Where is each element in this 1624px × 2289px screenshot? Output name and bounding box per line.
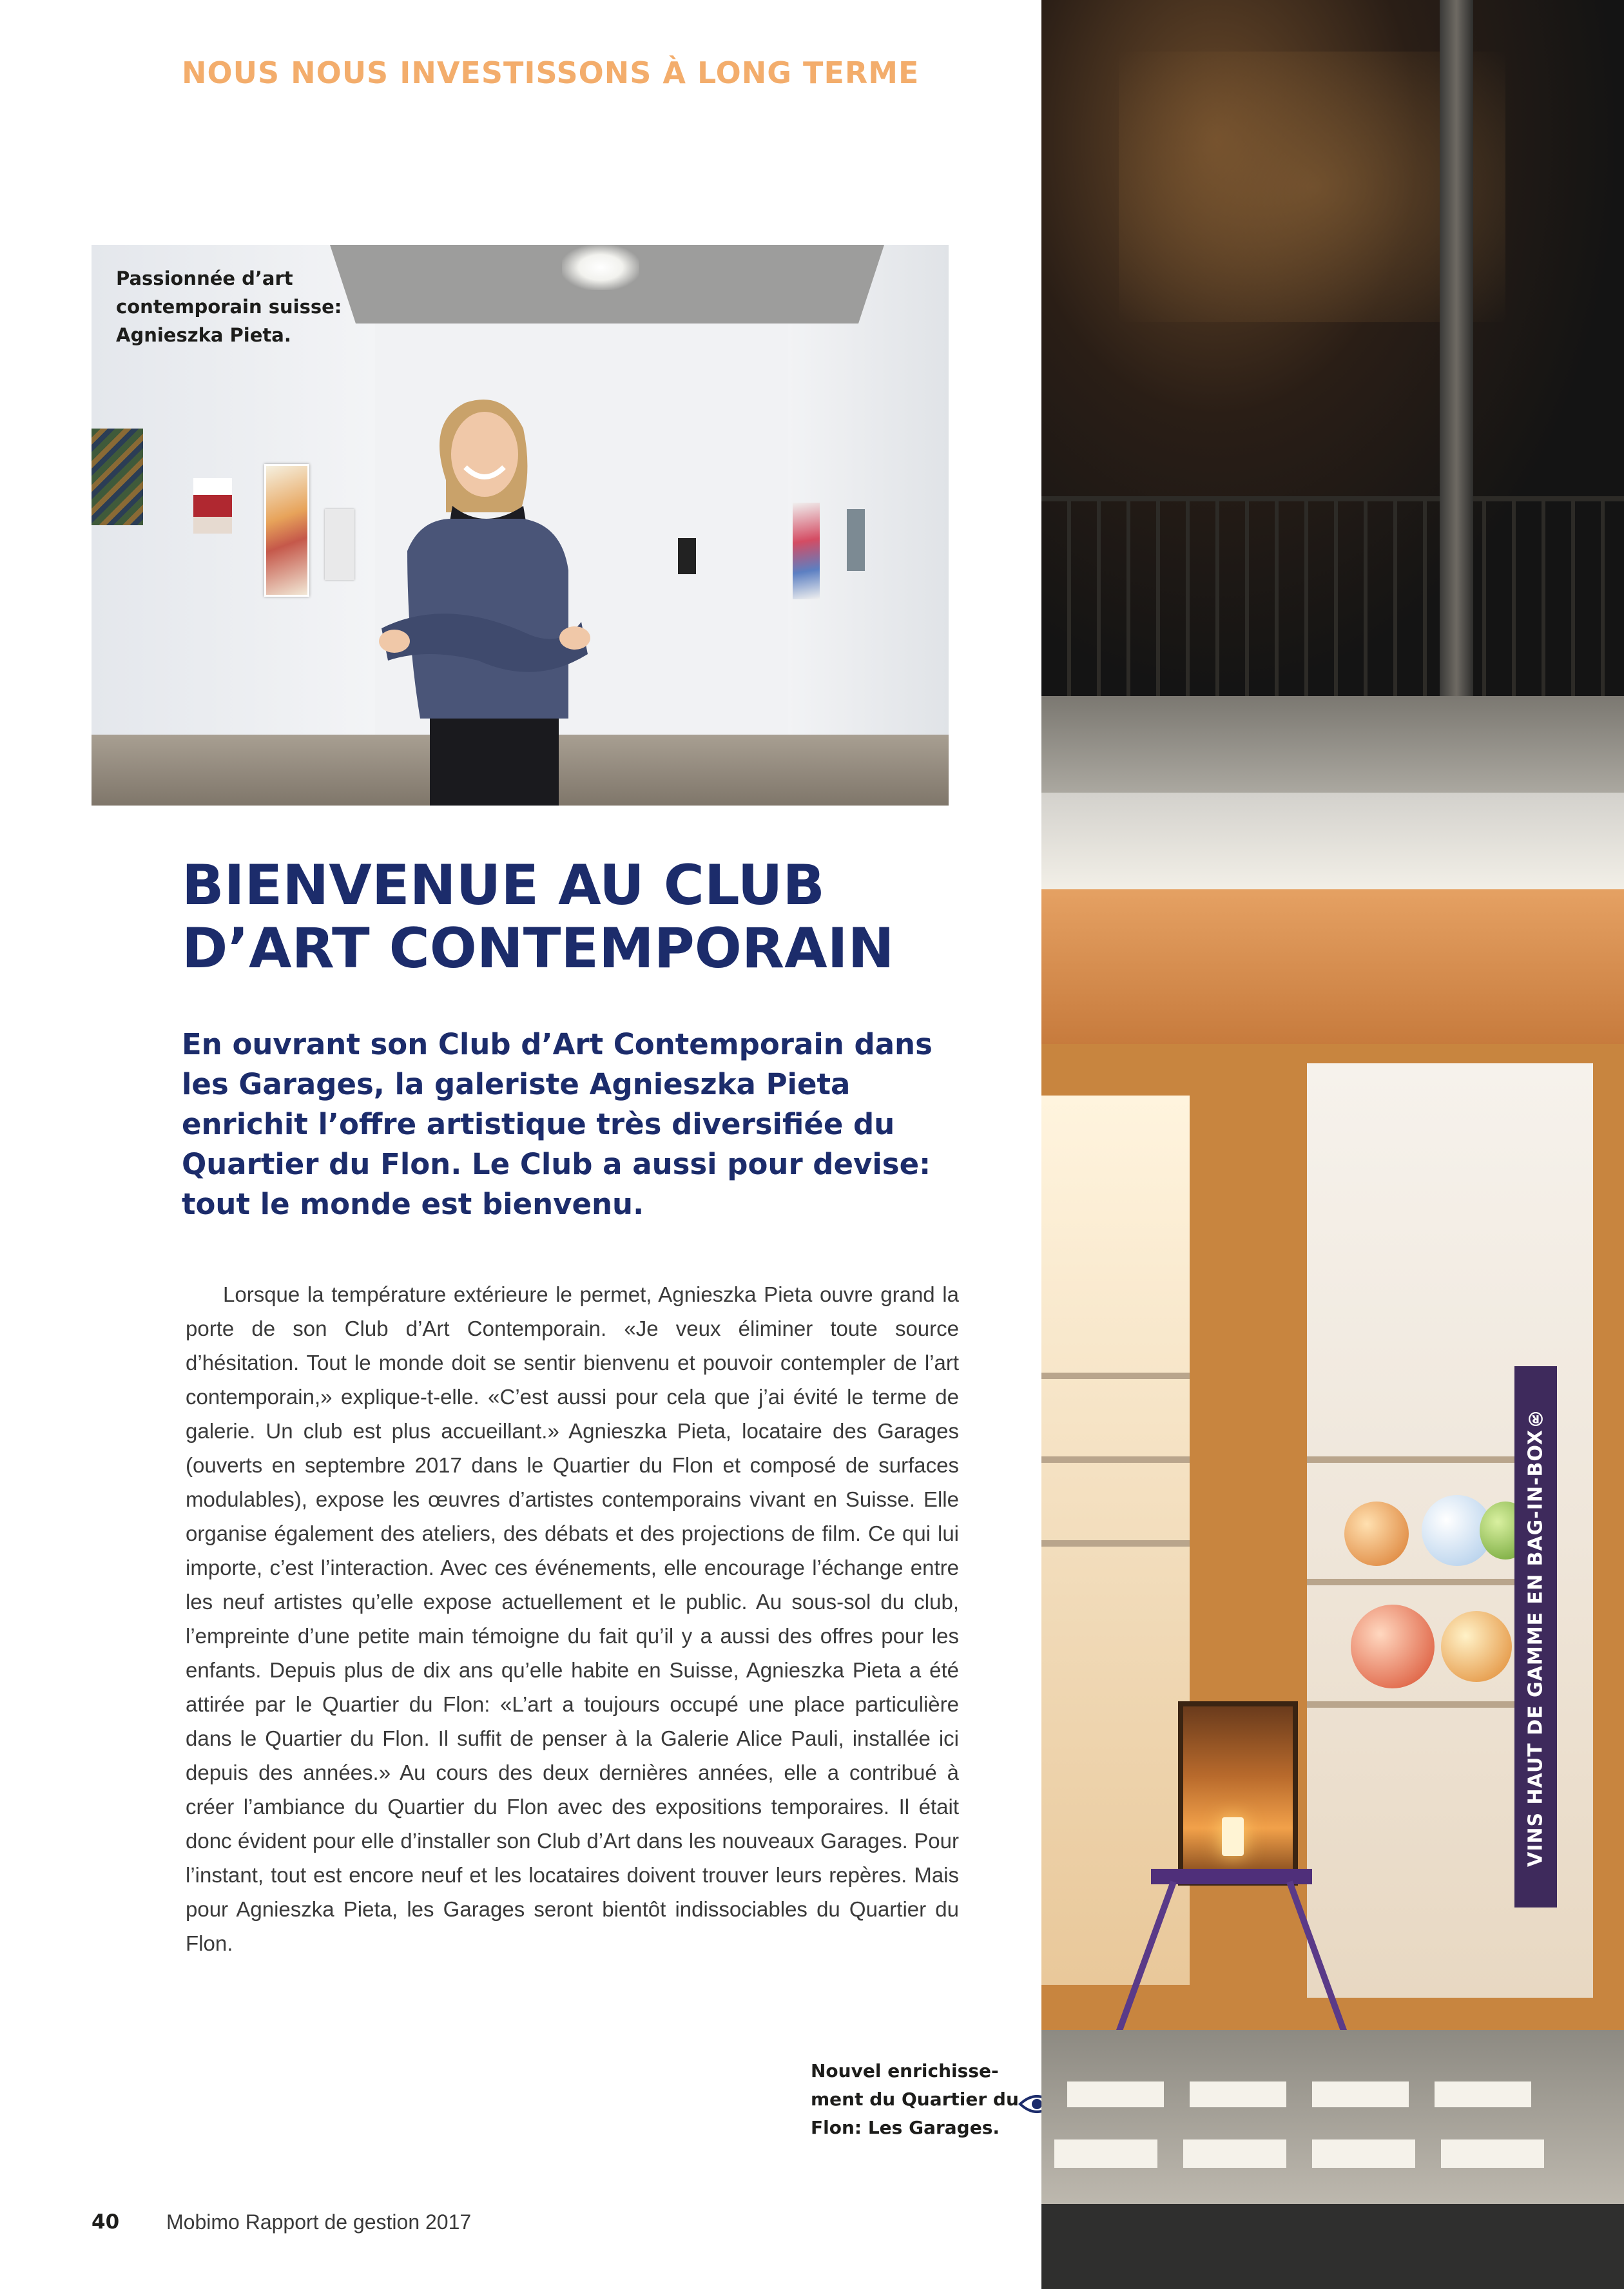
headline-line: D’ART CONTEMPORAIN	[182, 916, 894, 981]
canopy	[1041, 793, 1624, 896]
storefront-caption	[811, 2057, 1023, 2142]
street-shadow	[1041, 2204, 1624, 2289]
ceiling-light	[562, 245, 639, 290]
page-number: 40	[92, 2210, 120, 2234]
shelf	[1307, 1579, 1520, 1585]
photo-caption	[116, 264, 387, 349]
artwork	[92, 429, 143, 525]
decor-ball	[1351, 1605, 1435, 1688]
woman-figure	[369, 383, 601, 806]
artwork	[678, 538, 696, 574]
light-tile	[1190, 2081, 1286, 2107]
decor-ball	[1344, 1502, 1409, 1566]
artwork	[193, 478, 232, 534]
artwork	[264, 464, 309, 597]
shelf	[1307, 1701, 1520, 1708]
light-tile	[1054, 2139, 1157, 2168]
article-headline	[182, 854, 1020, 980]
caption-line: contemporain suisse:	[116, 296, 342, 318]
lantern	[1178, 1701, 1298, 1886]
light-tile	[1435, 2081, 1531, 2107]
caption-line: Nouvel enrichisse-	[811, 2060, 999, 2081]
caption-line: Flon: Les Garages.	[811, 2117, 1000, 2138]
artwork	[847, 509, 865, 571]
wooden-fascia	[1041, 889, 1624, 1044]
shelf	[1041, 1456, 1190, 1463]
light-tile	[1312, 2081, 1409, 2107]
article-body: Lorsque la température extérieure le permet, Agnieszka Pieta ouvre grand la porte de son Club d’Art Contemporain. «Je veux éliminer toute source d’hésitation. Tout le monde doit se sentir bienvenu et pouvoir contempler de l’art contemporain,» explique-t-elle. «C’est aussi pour cela que j’ai évité le terme de galerie. Un club est plus accueillant.» Agnieszka Pieta, locataire des Garages (ouverts en septembre 2017 dans le Quartier du Flon et composé de surfaces modulables), expose les œuvres d’artistes contemporains vivant en Suisse. Elle organise également des ateliers, des débats et des projections de film. Ce qui lui importe, c’est l’interaction. Avec ces événements, elle encourage l’échange entre les neuf artistes qu’elle expose actuellement et le public. Au sous-sol du club, l’empreinte d’une petite main témoigne du fait qu’il y a aussi des offres pour les enfants. Depuis plus de dix ans qu’elle habite en Suisse, Agnieszka Pieta a été attirée par le Quartier du Flon: «L’art a toujours occupé une place particulière dans le Quartier du Flon. Il suffit de penser à la Galerie Alice Pauli, installée ici depuis des années.» Au cours des deux dernières années, elle a contribué à créer l’ambiance du Quartier du Flon avec des expositions temporaires. Il était donc évident pour elle d’installer son Club d’Art dans les nouveaux Garages. Pour l’instant, tout est encore neuf et les locataires doivent trouver leurs repères. Mais pour Agnieszka Pieta, les Garages seront bientôt indissociables du Quartier du Flon.	[186, 1282, 959, 1955]
caption-line: ment du Quartier du	[811, 2089, 1019, 2110]
section-kicker: NOUS NOUS INVESTISSONS À LONG TERME	[182, 55, 920, 90]
shelf	[1307, 1456, 1520, 1463]
light-tile	[1312, 2139, 1415, 2168]
caption-line: Agnieszka Pieta.	[116, 324, 291, 346]
concrete-wall	[1041, 696, 1624, 806]
decor-ball	[1441, 1611, 1512, 1682]
light-tile	[1441, 2139, 1544, 2168]
article-lead: En ouvrant son Club d’Art Contemporain dans les Garages, la galeriste Agnieszka Pieta enrichit l’offre artistique très diversifiée du Quartier du Flon. Le Club a aussi pour devise: tout le monde est bienvenu.	[182, 1027, 933, 1221]
sign-text: VINS HAUT DE GAMME EN BAG-IN-BOX®	[1524, 1406, 1547, 1868]
light-tile	[1183, 2139, 1286, 2168]
sidewalk	[1041, 2030, 1624, 2204]
caption-line: Passionnée d’art	[116, 267, 293, 289]
portrait-photo	[92, 245, 949, 806]
shelf	[1041, 1373, 1190, 1379]
artwork	[325, 509, 354, 580]
light-tile	[1067, 2081, 1164, 2107]
street-pole	[1440, 0, 1473, 696]
railing	[1041, 496, 1624, 714]
shelf	[1041, 1540, 1190, 1547]
publication-title: Mobimo Rapport de gestion 2017	[166, 2210, 472, 2234]
artwork	[793, 503, 820, 599]
candle	[1222, 1817, 1244, 1856]
storefront-photo	[1041, 0, 1624, 2289]
headline-line: BIENVENUE AU CLUB	[182, 853, 825, 918]
